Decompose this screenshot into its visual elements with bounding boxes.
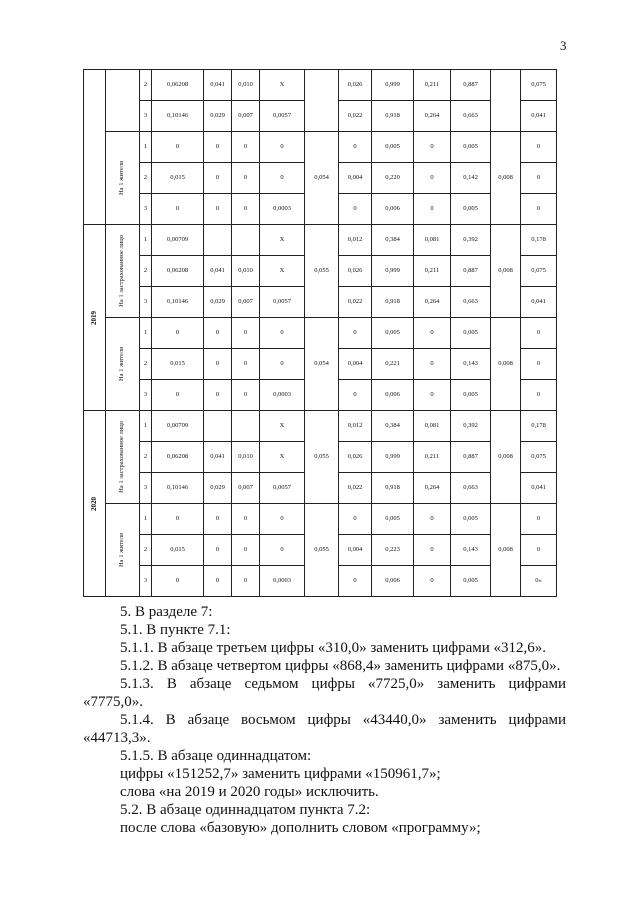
table-cell: 0,142	[451, 163, 491, 194]
table-cell: 0	[152, 566, 204, 597]
group-cell	[106, 411, 140, 504]
table-cell: 0,999	[372, 256, 414, 287]
table-cell: 0,029	[204, 287, 232, 318]
paragraph-5-1-2: 5.1.2. В абзаце четвертом цифры «868,4» заменить цифрами «875,0».	[120, 658, 561, 674]
table-cell: 0	[232, 566, 260, 597]
table-cell: X	[260, 256, 305, 287]
table-cell: 0	[521, 380, 557, 411]
table-cell: 0,029	[204, 101, 232, 132]
table-cell: 0	[339, 194, 372, 225]
table-cell: 0	[414, 163, 451, 194]
table-cell: 0	[414, 535, 451, 566]
table-cell	[232, 225, 260, 256]
table-cell: 0,010	[232, 442, 260, 473]
table-cell: 0,384	[372, 225, 414, 256]
row-number: 3	[140, 101, 152, 132]
group-cell-prev	[106, 70, 140, 132]
table-cell: 0,10146	[152, 287, 204, 318]
table-cell: 0,022	[339, 101, 372, 132]
table-cell: 0	[521, 535, 557, 566]
table-cell: 0,264	[414, 473, 451, 504]
table-cell: 0,006	[372, 194, 414, 225]
table-cell: 0	[232, 535, 260, 566]
table-cell: 0,075	[521, 70, 557, 101]
table-cell: 0,004	[339, 163, 372, 194]
row-number: 3	[140, 566, 152, 597]
table-cell: 0	[414, 194, 451, 225]
row-number: 3	[140, 287, 152, 318]
merged-value-b: 0,008	[491, 411, 521, 504]
paragraph-5-1: 5.1. В пункте 7.1:	[120, 622, 231, 638]
table-cell: 0,022	[339, 473, 372, 504]
row-number: 1	[140, 132, 152, 163]
table-cell: 0,005	[451, 566, 491, 597]
table-cell: 0	[152, 504, 204, 535]
merged-value-a	[305, 70, 339, 132]
table-cell: 0,041	[204, 256, 232, 287]
row-number: 2	[140, 442, 152, 473]
table-cell: 0	[260, 132, 305, 163]
group-cell	[106, 225, 140, 318]
table-cell: X	[260, 411, 305, 442]
table-cell: 0,081	[414, 411, 451, 442]
table-cell: 0,264	[414, 101, 451, 132]
group-label: На 1 жителя	[118, 160, 126, 195]
table-cell: 0»	[521, 566, 557, 597]
table-cell: 0	[204, 132, 232, 163]
table-cell: 0,075	[521, 442, 557, 473]
table-cell: 0,012	[339, 411, 372, 442]
table-cell: 0,00709	[152, 225, 204, 256]
table-cell: 0,663	[451, 101, 491, 132]
table-cell: 0,015	[152, 349, 204, 380]
amendment-text	[83, 603, 566, 837]
table-cell: 0,999	[372, 442, 414, 473]
table-cell: 0	[339, 566, 372, 597]
table-cell: 0,005	[451, 318, 491, 349]
table-cell: 0	[232, 349, 260, 380]
table-cell: 0,384	[372, 411, 414, 442]
table-cell: 0,10146	[152, 473, 204, 504]
table-cell: 0,007	[232, 473, 260, 504]
group-label: На 1 жителя	[118, 532, 126, 567]
table-cell: 0	[260, 535, 305, 566]
merged-value-a: 0,054	[305, 318, 339, 411]
row-number: 1	[140, 225, 152, 256]
table-cell: 0	[152, 380, 204, 411]
table-cell: 0,010	[232, 256, 260, 287]
table-cell: 0,178	[521, 225, 557, 256]
table-cell: X	[260, 442, 305, 473]
table-cell: 0	[521, 132, 557, 163]
table-cell: 0	[521, 349, 557, 380]
table-cell: 0,026	[339, 256, 372, 287]
table-cell: 0,0057	[260, 101, 305, 132]
group-label: На 1 жителя	[118, 346, 126, 381]
table-cell: 0,887	[451, 70, 491, 101]
table-cell: 0	[232, 132, 260, 163]
table-cell: 0	[232, 380, 260, 411]
table-cell: 0,887	[451, 256, 491, 287]
table-cell: 0	[414, 380, 451, 411]
table-cell: 0,005	[372, 318, 414, 349]
table-cell: 0	[152, 194, 204, 225]
year-cell-prev	[84, 70, 106, 225]
table-cell: 0,06208	[152, 256, 204, 287]
table-cell: 0,005	[451, 504, 491, 535]
table-cell: 0,075	[521, 256, 557, 287]
table-cell: X	[260, 225, 305, 256]
paragraph-words: слова «на 2019 и 2020 годы» исключить.	[120, 784, 379, 800]
table-cell: 0,026	[339, 70, 372, 101]
table-cell: 0,081	[414, 225, 451, 256]
merged-value-b	[491, 70, 521, 132]
table-row	[84, 411, 557, 442]
table-cell: 0,178	[521, 411, 557, 442]
table-cell: 0	[204, 318, 232, 349]
table-cell: 0,041	[521, 101, 557, 132]
merged-value-b: 0,008	[491, 132, 521, 225]
table-cell: 0,012	[339, 225, 372, 256]
table-cell: 0,006	[372, 380, 414, 411]
group-label: На 1 застрахованное лицо	[118, 421, 126, 493]
table-cell: 0,041	[521, 473, 557, 504]
table-cell: 0,392	[451, 225, 491, 256]
data-table	[83, 69, 557, 597]
table-cell: 0	[414, 132, 451, 163]
table-cell: 0	[232, 318, 260, 349]
table-cell: 0,663	[451, 287, 491, 318]
table-cell: 0,0003	[260, 566, 305, 597]
merged-value-b: 0,008	[491, 504, 521, 597]
table-cell: 0,005	[451, 380, 491, 411]
table-cell: 0	[414, 349, 451, 380]
page-number: 3	[560, 38, 567, 53]
table-cell: 0,0057	[260, 473, 305, 504]
table-cell: 0,015	[152, 163, 204, 194]
table-row	[84, 132, 557, 163]
table-cell: 0	[260, 349, 305, 380]
paragraph-section-7: 5. В разделе 7:	[120, 604, 213, 620]
table-cell: 0,918	[372, 473, 414, 504]
table-cell: 0,918	[372, 287, 414, 318]
table-cell: 0,264	[414, 287, 451, 318]
table-cell	[204, 225, 232, 256]
table-cell: 0,221	[372, 349, 414, 380]
year-cell	[84, 225, 106, 411]
group-label: На 1 застрахованное лицо	[118, 235, 126, 307]
row-number: 3	[140, 380, 152, 411]
row-number: 2	[140, 70, 152, 101]
table-cell: 0,392	[451, 411, 491, 442]
table-cell	[204, 411, 232, 442]
table-cell: 0	[232, 194, 260, 225]
table-cell: 0,005	[451, 132, 491, 163]
paragraph-5-1-1: 5.1.1. В абзаце третьем цифры «310,0» заменить цифрами «312,6».	[120, 640, 546, 656]
table-cell: 0,143	[451, 349, 491, 380]
table-cell: 0	[204, 163, 232, 194]
table-cell: 0,006	[372, 566, 414, 597]
table-cell: 0,022	[339, 287, 372, 318]
table-cell: 0	[260, 504, 305, 535]
table-cell: 0	[152, 318, 204, 349]
table-cell	[232, 411, 260, 442]
table-cell: 0	[152, 132, 204, 163]
group-cell	[106, 504, 140, 597]
paragraph-figures: цифры «151252,7» заменить цифрами «150961,7»;	[120, 766, 441, 782]
table-cell: 0,0057	[260, 287, 305, 318]
paragraph-5-1-4-cont: «44713,3».	[83, 730, 151, 746]
table-cell: 0	[260, 318, 305, 349]
table-cell: 0	[204, 566, 232, 597]
row-number: 3	[140, 473, 152, 504]
table-cell: 0,007	[232, 287, 260, 318]
paragraph-5-1-5: 5.1.5. В абзаце одиннадцатом:	[120, 748, 312, 764]
paragraph-5-2: 5.2. В абзаце одиннадцатом пункта 7.2:	[120, 802, 371, 818]
table-row	[84, 318, 557, 349]
table-cell: 0	[521, 194, 557, 225]
table-cell: 0	[339, 318, 372, 349]
merged-value-a: 0,054	[305, 132, 339, 225]
year-label: 2020	[90, 496, 98, 511]
row-number: 2	[140, 535, 152, 566]
table-cell: 0,223	[372, 535, 414, 566]
table-row	[84, 225, 557, 256]
table-cell: 0,999	[372, 70, 414, 101]
table-cell: 0,015	[152, 535, 204, 566]
row-number: 3	[140, 194, 152, 225]
table-cell: 0,004	[339, 535, 372, 566]
table-cell: 0	[414, 504, 451, 535]
table-cell: 0	[204, 349, 232, 380]
paragraph-5-1-3-cont: «7775,0».	[83, 694, 143, 710]
table-cell: 0,041	[204, 442, 232, 473]
table-cell: 0	[204, 380, 232, 411]
table-cell: 0	[232, 504, 260, 535]
table-cell: 0	[204, 535, 232, 566]
table-row	[84, 504, 557, 535]
paragraph-5-1-3: 5.1.3. В абзаце седьмом цифры «7725,0» заменить цифрами	[120, 676, 566, 692]
table-cell: 0	[232, 163, 260, 194]
row-number: 2	[140, 349, 152, 380]
table-cell: 0,005	[372, 504, 414, 535]
merged-value-b: 0,008	[491, 318, 521, 411]
table-cell: 0,06208	[152, 442, 204, 473]
table-cell: 0,004	[339, 349, 372, 380]
table-row	[84, 70, 557, 101]
table-cell: 0,00709	[152, 411, 204, 442]
row-number: 1	[140, 504, 152, 535]
row-number: 1	[140, 411, 152, 442]
table-cell: 0,918	[372, 101, 414, 132]
table-cell: 0,220	[372, 163, 414, 194]
table-cell: 0,211	[414, 70, 451, 101]
table-cell: 0	[339, 380, 372, 411]
table-cell: X	[260, 70, 305, 101]
table-cell: 0	[414, 318, 451, 349]
table-cell: 0,06208	[152, 70, 204, 101]
table-cell: 0,211	[414, 442, 451, 473]
table-cell: 0,026	[339, 442, 372, 473]
table-cell: 0,0003	[260, 194, 305, 225]
table-cell: 0	[521, 163, 557, 194]
paragraph-after-word: после слова «базовую» дополнить словом «программу»;	[120, 820, 481, 836]
year-cell	[84, 411, 106, 597]
table-cell: 0,005	[372, 132, 414, 163]
table-cell: 0	[260, 163, 305, 194]
table-cell: 0	[204, 194, 232, 225]
table-cell: 0,663	[451, 473, 491, 504]
merged-value-b: 0,008	[491, 225, 521, 318]
table-cell: 0	[521, 504, 557, 535]
table-cell: 0,0003	[260, 380, 305, 411]
merged-value-a: 0,055	[305, 225, 339, 318]
paragraph-5-1-4: 5.1.4. В абзаце восьмом цифры «43440,0» заменить цифрами	[120, 712, 566, 728]
table-cell: 0,041	[204, 70, 232, 101]
table-cell: 0,029	[204, 473, 232, 504]
table-cell: 0,005	[451, 194, 491, 225]
row-number: 2	[140, 163, 152, 194]
table-cell: 0	[414, 566, 451, 597]
table-cell: 0	[339, 132, 372, 163]
year-label: 2019	[90, 310, 98, 325]
merged-value-a: 0,055	[305, 411, 339, 504]
row-number: 2	[140, 256, 152, 287]
group-cell	[106, 318, 140, 411]
table-cell: 0,010	[232, 70, 260, 101]
merged-value-a: 0,055	[305, 504, 339, 597]
table-cell: 0	[339, 504, 372, 535]
table-cell: 0	[204, 504, 232, 535]
table-cell: 0,007	[232, 101, 260, 132]
table-cell: 0	[521, 318, 557, 349]
table-cell: 0,211	[414, 256, 451, 287]
table-cell: 0,10146	[152, 101, 204, 132]
table-cell: 0,143	[451, 535, 491, 566]
table-cell: 0,887	[451, 442, 491, 473]
table-cell: 0,041	[521, 287, 557, 318]
row-number: 1	[140, 318, 152, 349]
group-cell	[106, 132, 140, 225]
